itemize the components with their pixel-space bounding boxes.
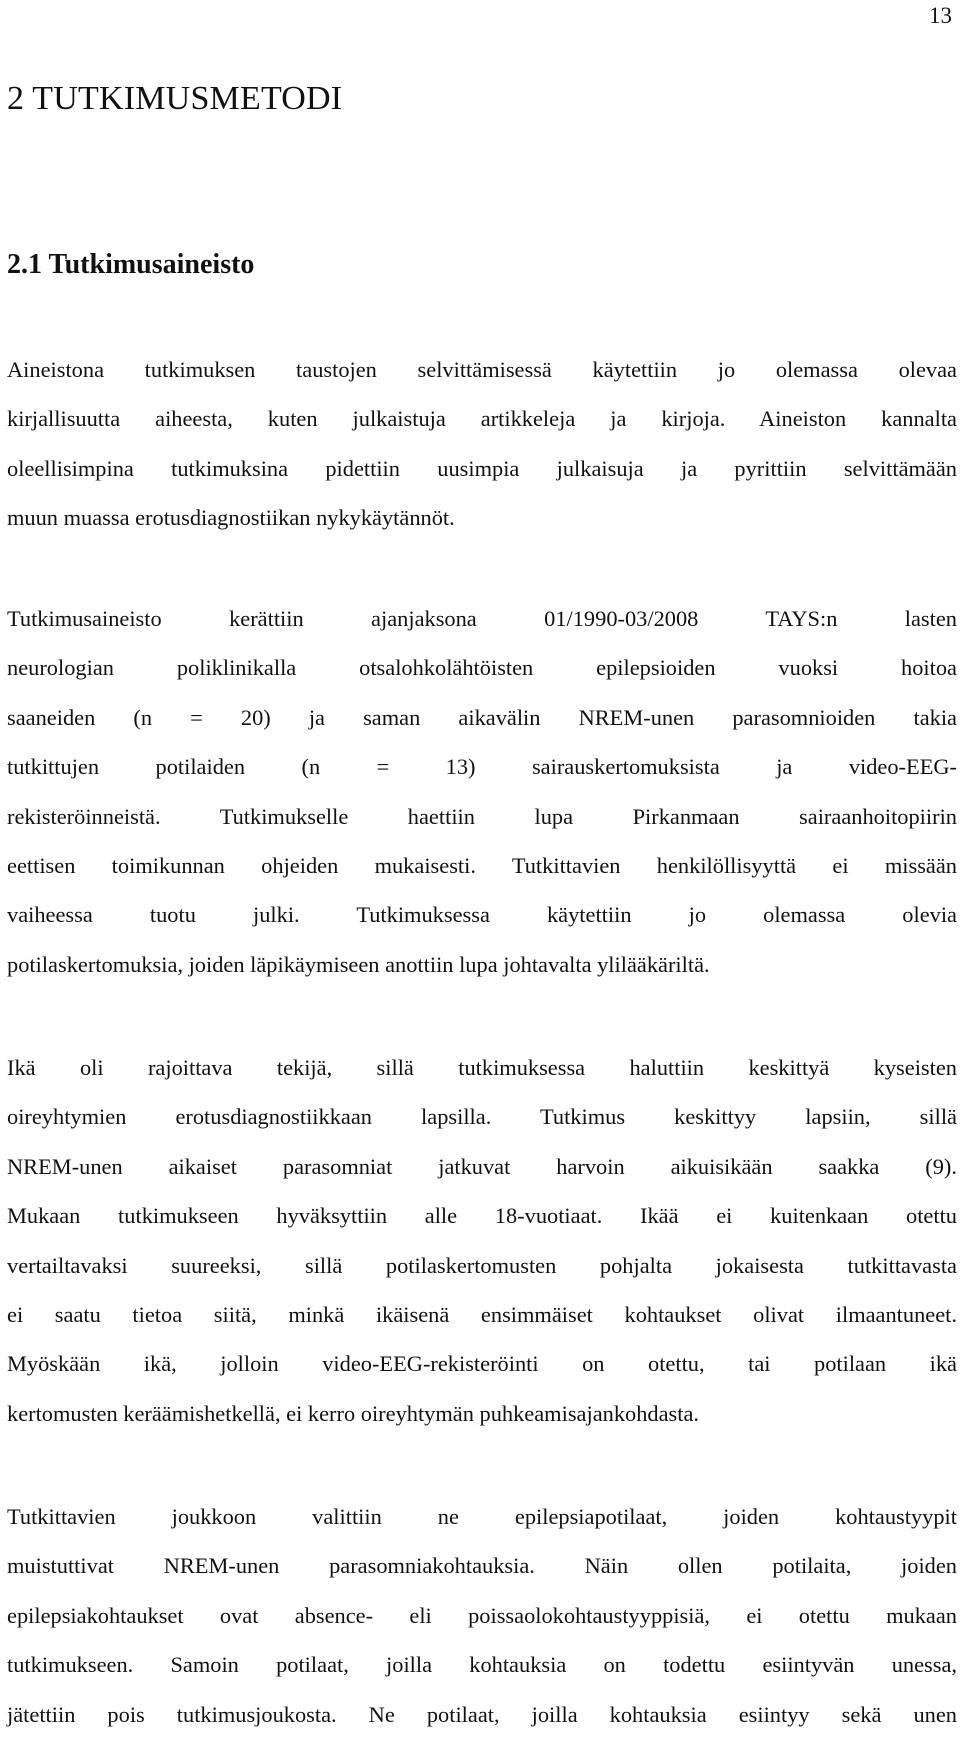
text-line: neurologian poliklinikalla otsalohkolähtöisten epilepsioiden vuoksi hoitoa [7,655,957,681]
text-line: vertailtavaksi suureeksi, sillä potilaskertomusten pohjalta jokaisesta tutkittavasta [7,1252,957,1278]
text-line: Myöskään ikä, jolloin video-EEG-rekisteröinti on otettu, tai potilaan ikä [7,1351,957,1377]
text-line: Aineistona tutkimuksen taustojen selvittämisessä käytettiin jo olemassa olevaa [7,357,957,382]
section-heading: 2.1 Tutkimusaineisto [7,249,255,280]
text-line: muun muassa erotusdiagnostiikan nykykäytännöt. [7,505,455,531]
text-line: jätettiin pois tutkimusjoukosta. Ne potilaat, joilla kohtauksia esiintyy sekä unen [7,1701,957,1727]
text-line: potilaskertomuksia, joiden läpikäymiseen anottiin lupa johtavalta ylilääkäriltä. [7,951,710,977]
text-line: epilepsiakohtaukset ovat absence- eli poissaolokohtaustyyppisiä, ei otettu mukaan [7,1602,957,1628]
text-line: saaneiden (n = 20) ja saman aikavälin NREM-unen parasomnioiden takia [7,704,957,730]
text-line: muistuttivat NREM-unen parasomniakohtauksia. Näin ollen potilaita, joiden [7,1553,957,1579]
text-line: Tutkimusaineisto kerättiin ajanjaksona 01/1990-03/2008 TAYS:n lasten [7,606,957,631]
text-line: Ikä oli rajoittava tekijä, sillä tutkimuksessa haluttiin keskittyä kyseisten [7,1055,957,1080]
text-line: oireyhtymien erotusdiagnostiikkaan lapsilla. Tutkimus keskittyy lapsiin, sillä [7,1104,957,1130]
text-line: ei saatu tietoa siitä, minkä ikäisenä ensimmäiset kohtaukset olivat ilmaantuneet. [7,1302,957,1328]
text-line: Mukaan tutkimukseen hyväksyttiin alle 18-vuotiaat. Ikää ei kuitenkaan otettu [7,1203,957,1229]
paragraph-sources [7,345,957,543]
text-line: kirjallisuutta aiheesta, kuten julkaistuja artikkeleja ja kirjoja. Aineiston kannalta [7,406,957,432]
text-line: Tutkittavien joukkoon valittiin ne epilepsiapotilaat, joiden kohtaustyypit [7,1504,957,1529]
paragraph-data-collection [7,594,957,989]
paragraph-selection-criteria [7,1492,957,1739]
paragraph-age-limit [7,1043,957,1438]
text-line: rekisteröinneistä. Tutkimukselle haettiin lupa Pirkanmaan sairaanhoitopiirin [7,803,957,829]
text-line: NREM-unen aikaiset parasomniat jatkuvat harvoin aikuisikään saakka (9). [7,1153,957,1179]
text-line: tutkittujen potilaiden (n = 13) sairauskertomuksista ja video-EEG- [7,754,957,780]
text-line: kertomusten keräämishetkellä, ei kerro oireyhtymän puhkeamisajankohdasta. [7,1400,700,1426]
text-line: tutkimukseen. Samoin potilaat, joilla kohtauksia on todettu esiintyvän unessa, [7,1652,957,1678]
text-line: vaiheessa tuotu julki. Tutkimuksessa käytettiin jo olemassa olevia [7,902,957,928]
text-line: eettisen toimikunnan ohjeiden mukaisesti. Tutkittavien henkilöllisyyttä ei missään [7,853,957,879]
chapter-heading: 2 TUTKIMUSMETODI [7,80,343,117]
page-number: 13 [929,3,952,28]
text-line: oleellisimpina tutkimuksina pidettiin uusimpia julkaisuja ja pyrittiin selvittämään [7,455,957,481]
